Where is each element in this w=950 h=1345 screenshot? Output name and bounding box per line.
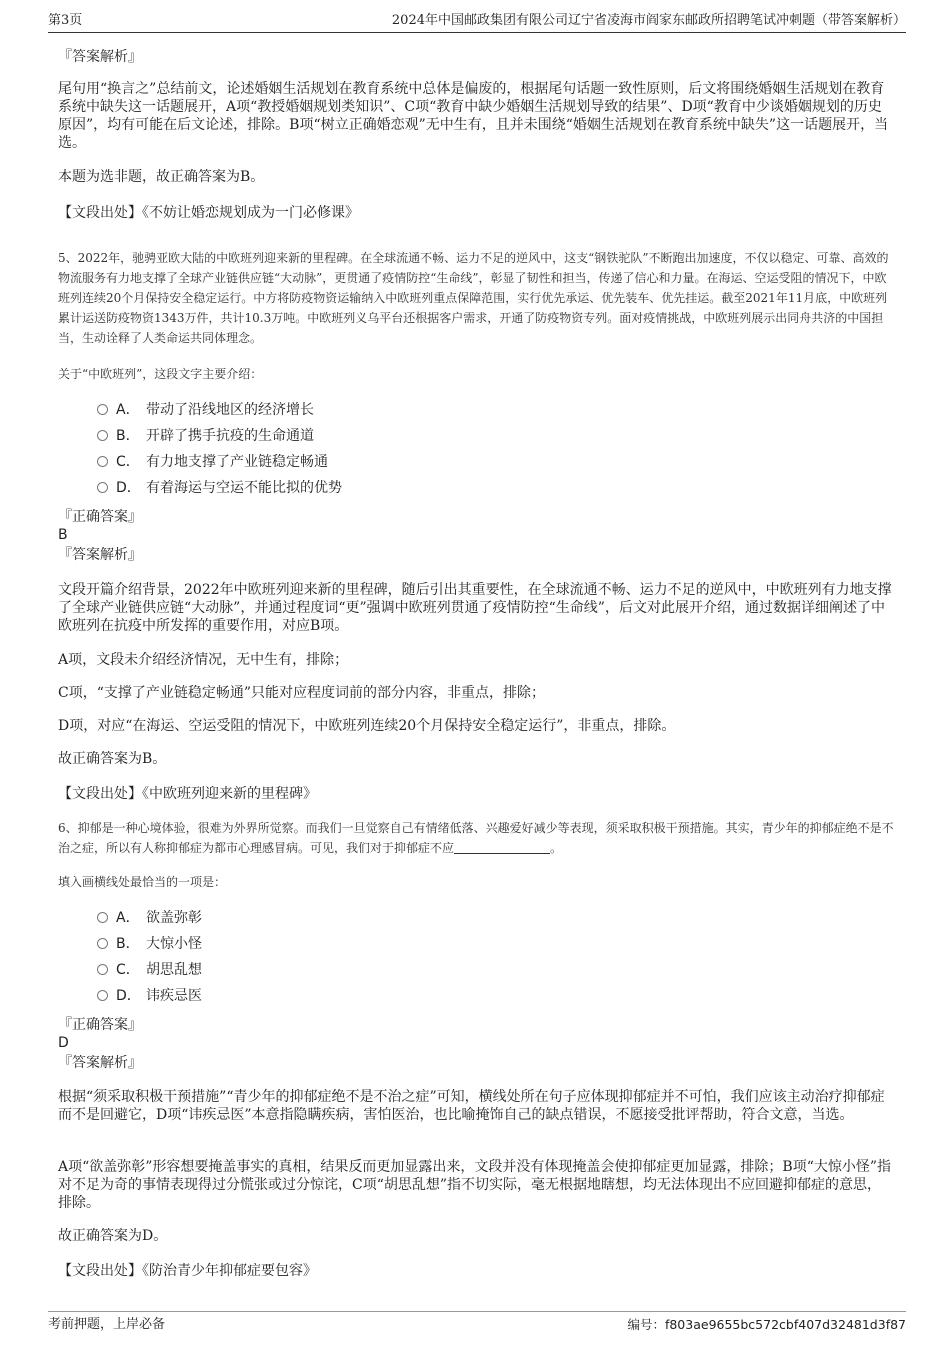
q6-option-a[interactable]: A． 欲盖弥彰 <box>97 909 202 927</box>
q5-option-a[interactable]: A． 带动了沿线地区的经济增长 <box>97 401 314 419</box>
q5-analysis-paragraph-5: 故正确答案为B。 <box>58 751 167 767</box>
radio-button-icon[interactable] <box>97 990 108 1001</box>
document-title: 2024年中国邮政集团有限公司辽宁省凌海市阎家东邮政所招聘笔试冲刺题（带答案解析） <box>391 13 906 28</box>
q4-analysis-paragraph-2: 本题为选非题，故正确答案为B。 <box>58 169 265 185</box>
q5-analysis-paragraph-2: A项，文段未介绍经济情况，无中生有，排除； <box>58 652 349 668</box>
radio-button-icon[interactable] <box>97 938 108 949</box>
q5-analysis-paragraph-3: C项，“支撑了产业链稳定畅通”只能对应程度词前的部分内容，非重点，排除； <box>58 685 546 701</box>
q5-answer-label: 『正确答案』 <box>58 509 142 525</box>
q4-source: 【文段出处】《不妨让婚恋规划成为一门必修课》 <box>58 205 359 221</box>
page-footer <box>48 1311 906 1334</box>
q6-passage: 6、抑郁是一种心境体验，很难为外界所觉察。而我们一旦觉察自己有情绪低落、兴趣爱好减少等表现，须采取积极干预措施。其实，青少年的抑郁症绝不是不治之症，所以有人称抑郁症为都市心理感冒病。可见，我们对于抑郁症不应 。 <box>58 821 894 855</box>
q4-analysis-paragraph-1: 尾句用“换言之”总结前文，论述婚姻生活规划在教育系统中总体是偏废的，根据尾句话题一致性原则，后文将围绕婚姻生活规划在教育系统中缺失这一话题展开，A项“教授婚姻规划类知识”、C项“教育中缺少婚姻生活规划导致的结果”、D项“教育中少谈婚姻规划的历史原因”，均有可能在后文论述，排除。B项“树立正确婚恋观”无中生有，且并未围绕“婚姻生活规划在教育系统中缺失”这一话题展开，当选。 <box>58 81 889 151</box>
q5-analysis-paragraph-1: 文段开篇介绍背景，2022年中欧班列迎来新的里程碑，随后引出其重要性，在全球流通不畅、运力不足的逆风中，中欧班列有力地支撑了全球产业链供应链“大动脉”，并通过程度词“更”强调中欧班列贯通了疫情防控“生命线”，后文对此展开介绍，通过数据详细阐述了中欧班列在抗疫中所发挥的重要作用，对应B项。 <box>58 582 892 634</box>
q5-question: 关于“中欧班列”，这段文字主要介绍： <box>58 367 263 381</box>
q5-answer: B <box>58 527 68 543</box>
radio-button-icon[interactable] <box>97 404 108 415</box>
q5-option-c[interactable]: C． 有力地支撑了产业链稳定畅通 <box>97 453 328 471</box>
q6-option-b[interactable]: B． 大惊小怪 <box>97 935 202 953</box>
radio-button-icon[interactable] <box>97 912 108 923</box>
q6-analysis-label: 『答案解析』 <box>58 1055 142 1071</box>
fill-in-blank <box>454 840 550 854</box>
radio-button-icon[interactable] <box>97 964 108 975</box>
q6-analysis-paragraph-2: A项“欲盖弥彰”形容想要掩盖事实的真相，结果反而更加显露出来，文段并没有体现掩盖会使抑郁症更加显露，排除；B项“大惊小怪”指对不足为奇的事情表现得过分慌张或过分惊诧，C项“胡思乱想”指不切实际，毫无根据地瞎想，均无法体现出不应回避抑郁症的意思，排除。 <box>58 1159 892 1211</box>
q5-source: 【文段出处】《中欧班列迎来新的里程碑》 <box>58 786 317 802</box>
q6-analysis-paragraph-1: 根据“须采取积极干预措施”“青少年的抑郁症绝不是不治之症”可知，横线处所在句子应体现抑郁症并不可怕，我们应该主动治疗抑郁症而不是回避它，D项“讳疾忌医”本意指隐瞒疾病，害怕医治，也比喻掩饰自己的缺点错误，不愿接受批评帮助，符合文意，当选。 <box>58 1089 885 1123</box>
page-header <box>48 12 906 33</box>
q5-option-b[interactable]: B． 开辟了携手抗疫的生命通道 <box>97 427 314 445</box>
q6-question: 填入画横线处最恰当的一项是： <box>58 875 227 889</box>
footer-slogan: 考前押题，上岸必备 <box>48 1317 166 1332</box>
q5-option-d[interactable]: D． 有着海运与空运不能比拟的优势 <box>97 479 342 497</box>
q6-option-c[interactable]: C． 胡思乱想 <box>97 961 202 979</box>
q6-option-d[interactable]: D． 讳疾忌医 <box>97 987 202 1005</box>
q6-analysis-paragraph-3: 故正确答案为D。 <box>58 1228 168 1244</box>
q5-analysis-paragraph-4: D项，对应“在海运、空运受阻的情况下，中欧班列连续20个月保持安全稳定运行”，非重点，排除。 <box>58 718 676 734</box>
q6-source: 【文段出处】《防治青少年抑郁症要包容》 <box>58 1263 317 1279</box>
q5-analysis-label: 『答案解析』 <box>58 547 142 563</box>
q6-answer-label: 『正确答案』 <box>58 1017 142 1033</box>
q5-passage: 5、2022年，驰骋亚欧大陆的中欧班列迎来新的里程碑。在全球流通不畅、运力不足的逆风中，这支“钢铁驼队”不断跑出加速度，不仅以稳定、可靠、高效的物流服务有力地支撑了全球产业链供应链“大动脉”，更贯通了疫情防控“生命线”，彰显了韧性和担当，传递了信心和力量。在海运、空运受阻的情况下，中欧班列连续20个月保持安全稳定运行。中方将防疫物资运输纳入中欧班列重点保障范围，实行优先承运、优先装车、优先挂运。截至2021年11月底，中欧班列累计运送防疫物资1343万件，共计10.3万吨。中欧班列义乌平台还根据客户需求，开通了防疫物资专列。面对疫情挑战，中欧班列展示出同舟共济的中国担当，生动诠释了人类命运共同体理念。 <box>58 251 889 345</box>
radio-button-icon[interactable] <box>97 456 108 467</box>
document-id: 编号：f803ae9655bc572cbf407d32481d3f87 <box>627 1317 906 1332</box>
q6-answer: D <box>58 1035 69 1051</box>
radio-button-icon[interactable] <box>97 430 108 441</box>
page-number: 第3页 <box>48 13 83 28</box>
radio-button-icon[interactable] <box>97 482 108 493</box>
q4-analysis-label: 『答案解析』 <box>58 49 142 65</box>
